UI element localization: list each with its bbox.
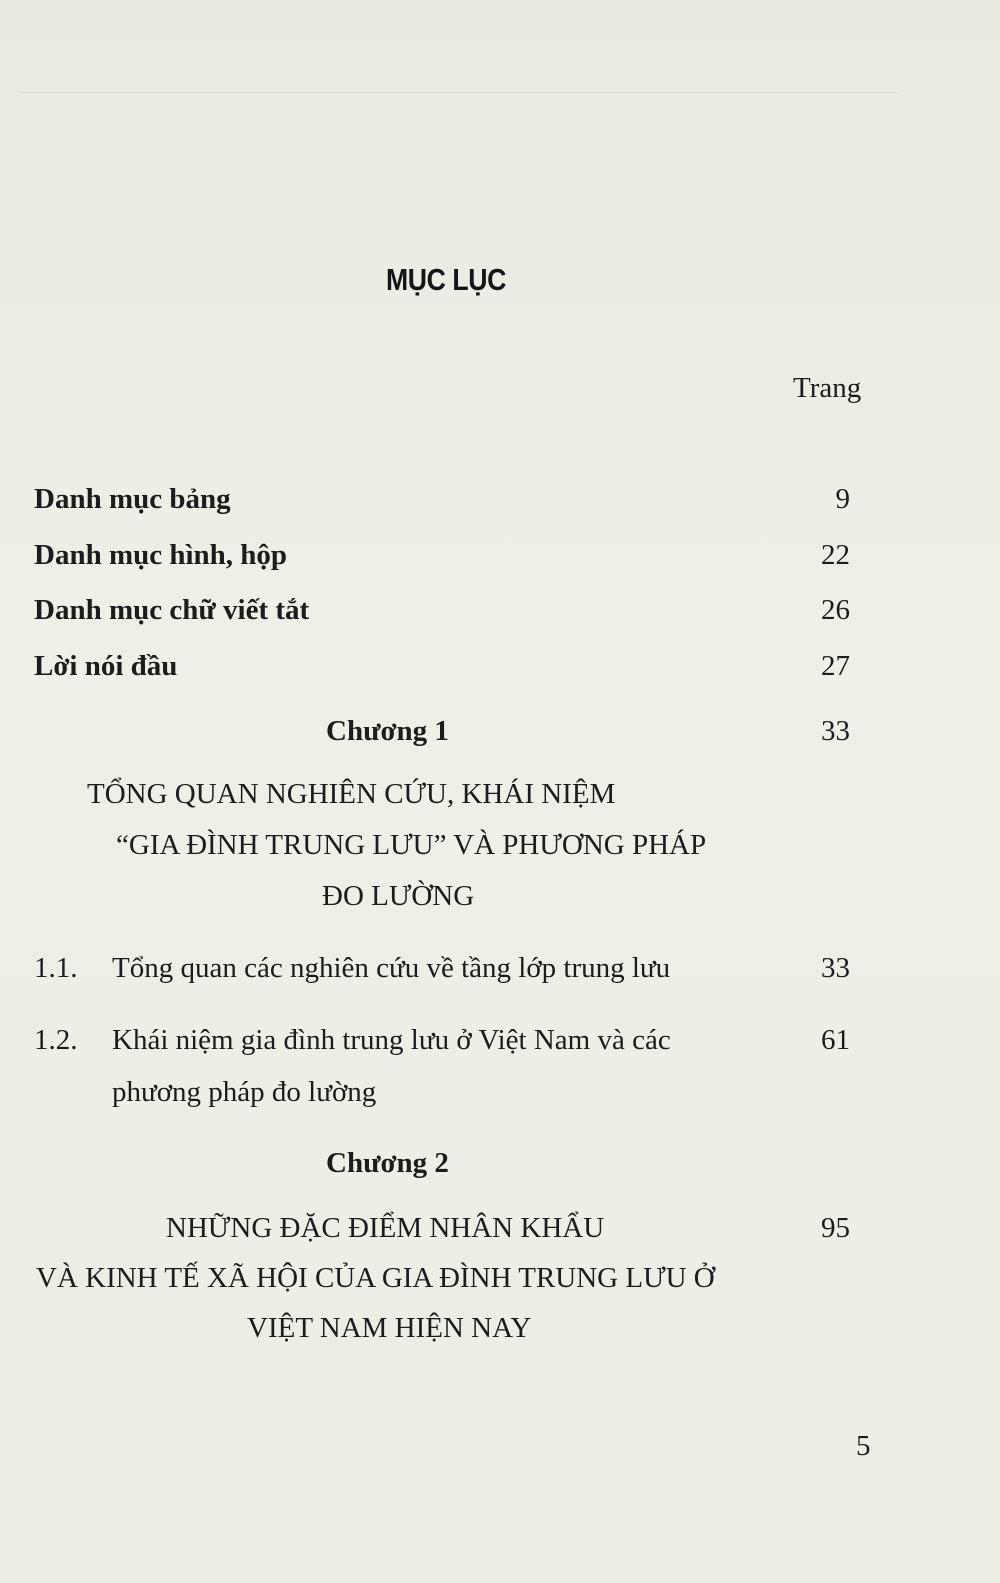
toc-entry-label: Danh mục chữ viết tắt xyxy=(34,594,310,626)
toc-entry-page: 22 xyxy=(821,539,850,571)
page-column-label: Trang xyxy=(793,372,862,404)
section-title: Khái niệm gia đình trung lưu ở Việt Nam và các xyxy=(112,1024,671,1056)
chapter-1-label: Chương 1 xyxy=(326,715,449,747)
section-number: 1.1. xyxy=(34,952,78,984)
section-page: 61 xyxy=(821,1024,850,1056)
chapter-2-title-line-1: NHỮNG ĐẶC ĐIỂM NHÂN KHẨU xyxy=(166,1212,605,1244)
chapter-1-page: 33 xyxy=(821,715,850,747)
page-number: 5 xyxy=(856,1430,871,1462)
chapter-2-label: Chương 2 xyxy=(326,1147,449,1179)
chapter-2-page: 95 xyxy=(821,1212,850,1244)
chapter-1-title-line-3: ĐO LƯỜNG xyxy=(322,880,475,912)
chapter-2-title-line-2: VÀ KINH TẾ XÃ HỘI CỦA GIA ĐÌNH TRUNG LƯU Ở xyxy=(36,1262,715,1294)
toc-entry-label: Danh mục hình, hộp xyxy=(34,539,288,571)
toc-heading: MỤC LỤC xyxy=(386,262,506,297)
section-page: 33 xyxy=(821,952,850,984)
toc-entry-page: 27 xyxy=(821,650,850,682)
toc-entry-page: 26 xyxy=(821,594,850,626)
toc-entry-label: Danh mục bảng xyxy=(34,483,231,515)
toc-entry-label: Lời nói đầu xyxy=(34,650,178,682)
section-title: Tổng quan các nghiên cứu về tầng lớp trung lưu xyxy=(112,952,671,984)
section-number: 1.2. xyxy=(34,1024,78,1056)
chapter-1-title-line-1: TỔNG QUAN NGHIÊN CỨU, KHÁI NIỆM xyxy=(87,778,616,810)
chapter-1-title-line-2: “GIA ĐÌNH TRUNG LƯU” VÀ PHƯƠNG PHÁP xyxy=(116,829,707,861)
header-rule xyxy=(18,92,898,93)
chapter-2-title-line-3: VIỆT NAM HIỆN NAY xyxy=(247,1312,532,1344)
section-title-continued: phương pháp đo lường xyxy=(112,1076,377,1108)
toc-entry-page: 9 xyxy=(835,483,850,515)
